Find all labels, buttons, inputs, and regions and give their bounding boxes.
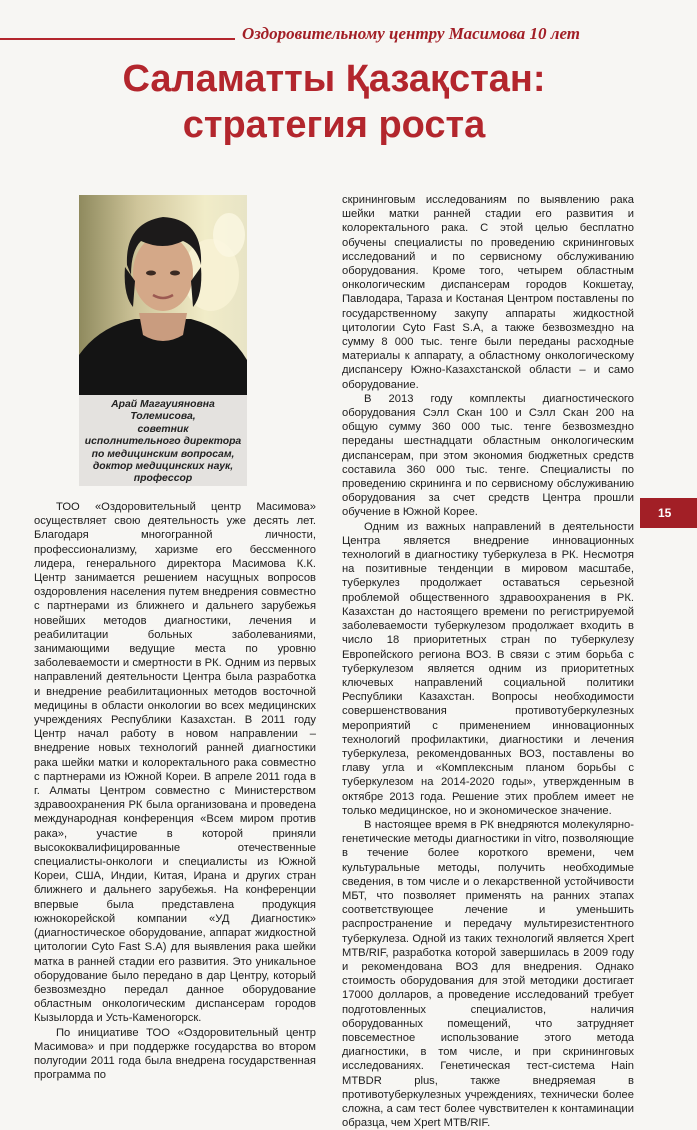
page-number-tab: 15 xyxy=(640,498,697,528)
text-column-right xyxy=(342,193,634,1130)
article-title-line-1: Саламатты Қазақстан: xyxy=(122,58,546,100)
caption-line: доктор медицинских наук, xyxy=(92,461,234,473)
paragraph: По инициативе ТОО «Оздоровительный центр Масимова» и при поддержке государства во втором полугодии 2011 года была внедрена государственная программа по xyxy=(34,1026,316,1082)
caption-surname: Толемисова, xyxy=(130,411,196,423)
paragraph: скрининговым исследованиям по выявлению рака шейки матки ранней стадии его развития и колоректального рака. С этой целью бесплатно обучены специалисты по проведению скрининговых исследований и по сервисному обслуживанию оборудования. Кроме того, четырем областным онкологическим диспансерам городов Кокшетау, Павлодара, Тараза и Костаная Центром поставлены по государственному закупу аппараты жидкостной цитологии Cyto Fast S.A, а также безвозмездно на сумму 8 000 тыс. тенге были переданы расходные материалы к аппарату, а областному онкологическому диспансеру Южно-Казахстанской области – и само оборудование. xyxy=(342,194,634,391)
header-rule xyxy=(0,38,235,40)
photo-caption xyxy=(79,395,247,486)
portrait-illustration xyxy=(79,195,247,395)
caption-name: Арай Магауияновна xyxy=(111,399,215,410)
paragraph: ТОО «Оздоровительный центр Масимова» осуществляет свою деятельность уже десять лет. Благодаря многогранной личности, профессионализму, харизме его бессменного лидера, генерального директора Масимова К.К. Центр занимается решением насущных вопросов оздоровления населения путем внедрения совместно с партнерами из ближнего и дальнего зарубежья новейших методов диагностики, лечения и реабилитации больных заболеваниями, занимающими ведущие места по уровню заболеваемости и смертности в РК. Одним из первых направлений деятельности Центра была разработка и внедрение реабилитационных методов восточной медицины в области онкологии во всех медицинских учреждениях Республики Казахстан. В 2011 году Центр начал работу в новом направлении – внедрение новых технологий ранней диагностики рака шейки матки и колоректального рака совместно с партнерами из Южной Кореи. В апреле 2011 года в г. Алматы Центром совместно с Министерством здравоохранения РК была организована и проведена международная конференция «Всем миром против рака», участие в которой приняли высококвалифицированные отечественные специалисты-онкологи и специалисты из Южной Кореи, США, Индии, Китая, Ирана и других стран ближнего и дальнего зарубежья. На конференции впервые была представлена продукция южнокорейской компании «УД Диагностик» (диагностическое оборудование, аппарат жидкостной цитологии Cyto Fast S.A) для выявления рака шейки матка в ранней стадии его развития. Это уникальное оборудование было передано в дар Центру, который безвозмездно передал данное оборудование областным онкологическим диспансерам городов Кызылорда и Усть-Каменогорск. xyxy=(34,501,316,1025)
paragraph: В настоящее время в РК внедряются молекулярно-генетические методы диагностики in vitro, позволяющие в течение более короткого времени, чем культуральные методы, получить необходимые сведения, в том числе и о лекарственной устойчивости МБТ, что позволяет применять на ранних этапах соответствующее лечение и уменьшить распространение и передачу мультирезистентного туберкулеза. Одной из таких технологий является Xpert MTB/RIF, разработка которой завершилась в 2009 году и рекомендована ВОЗ для внедрения. Однако стоимость оборудования для этой методики достигает 17000 долларов, а проведение исследований требует подготовленных специалистов, наличия оборудованных помещений, что затрудняет повсеместное использование этого метода диагностики, в том числе, и при скрининговых исследованиях. Генетическая тест-система Hain MTBDR plus, также внедряемая в противотуберкулезных учреждениях, технически более сложна, а сам тест более чувствителен к контаминации образца, чем Xpert MTB/RIF. xyxy=(342,818,634,1130)
caption-line: профессор xyxy=(133,473,193,485)
caption-line: по медицинским вопросам, xyxy=(91,448,235,460)
text-column-left xyxy=(34,500,316,1082)
caption-line: исполнительного директора xyxy=(84,436,242,448)
section-title: Оздоровительному центру Масимова 10 лет xyxy=(242,24,581,43)
paragraph: В 2013 году комплекты диагностического оборудования Сэлл Скан 100 и Сэлл Скан 200 на общую сумму 360 000 тыс. тенге безвозмездно переданы шестнадцати областным онкологическим диспансерам, при этом экономия бюджетных средств составила 360 000 тыс. тенге. Специалисты по проведению скрининга и по сервисному обслуживанию оборудования за счет средств Центра прошли обучение в Южной Корее. xyxy=(342,392,634,519)
paragraph: Одним из важных направлений в деятельности Центра является внедрение инновационных технологий в диагностику туберкулеза в РК. Несмотря на позитивные тенденции в мировом масштабе, туберкулез продолжает оставаться серьезной проблемой общественного здравоохранения в РК. Казахстан до настоящего времени по регистрируемой заболеваемости туберкулезом продолжает входить в число 18 приоритетных стран по туберкулезу Европейского региона ВОЗ. В связи с этим борьба с туберкулезом является одним из приоритетных ключевых направлений социальной политики Республики Казахстан. Вопросы необходимости совершенствования противотуберкулезных мероприятий с применением инновационных технологий профилактики, диагностики и лечения туберкулеза, рекомендованных ВОЗ, поставлены во главу угла и «Комплексным планом борьбы с туберкулезом на 2014-2020 годы», утвержденным в октябре 2013 года. Решение этих проблем имеет не только медицинское, но и экономическое значение. xyxy=(342,520,634,817)
caption-line: советник xyxy=(137,423,189,435)
portrait-photo xyxy=(79,195,247,395)
article-title xyxy=(44,56,624,148)
article-title-line-2: стратегия роста xyxy=(182,104,486,146)
